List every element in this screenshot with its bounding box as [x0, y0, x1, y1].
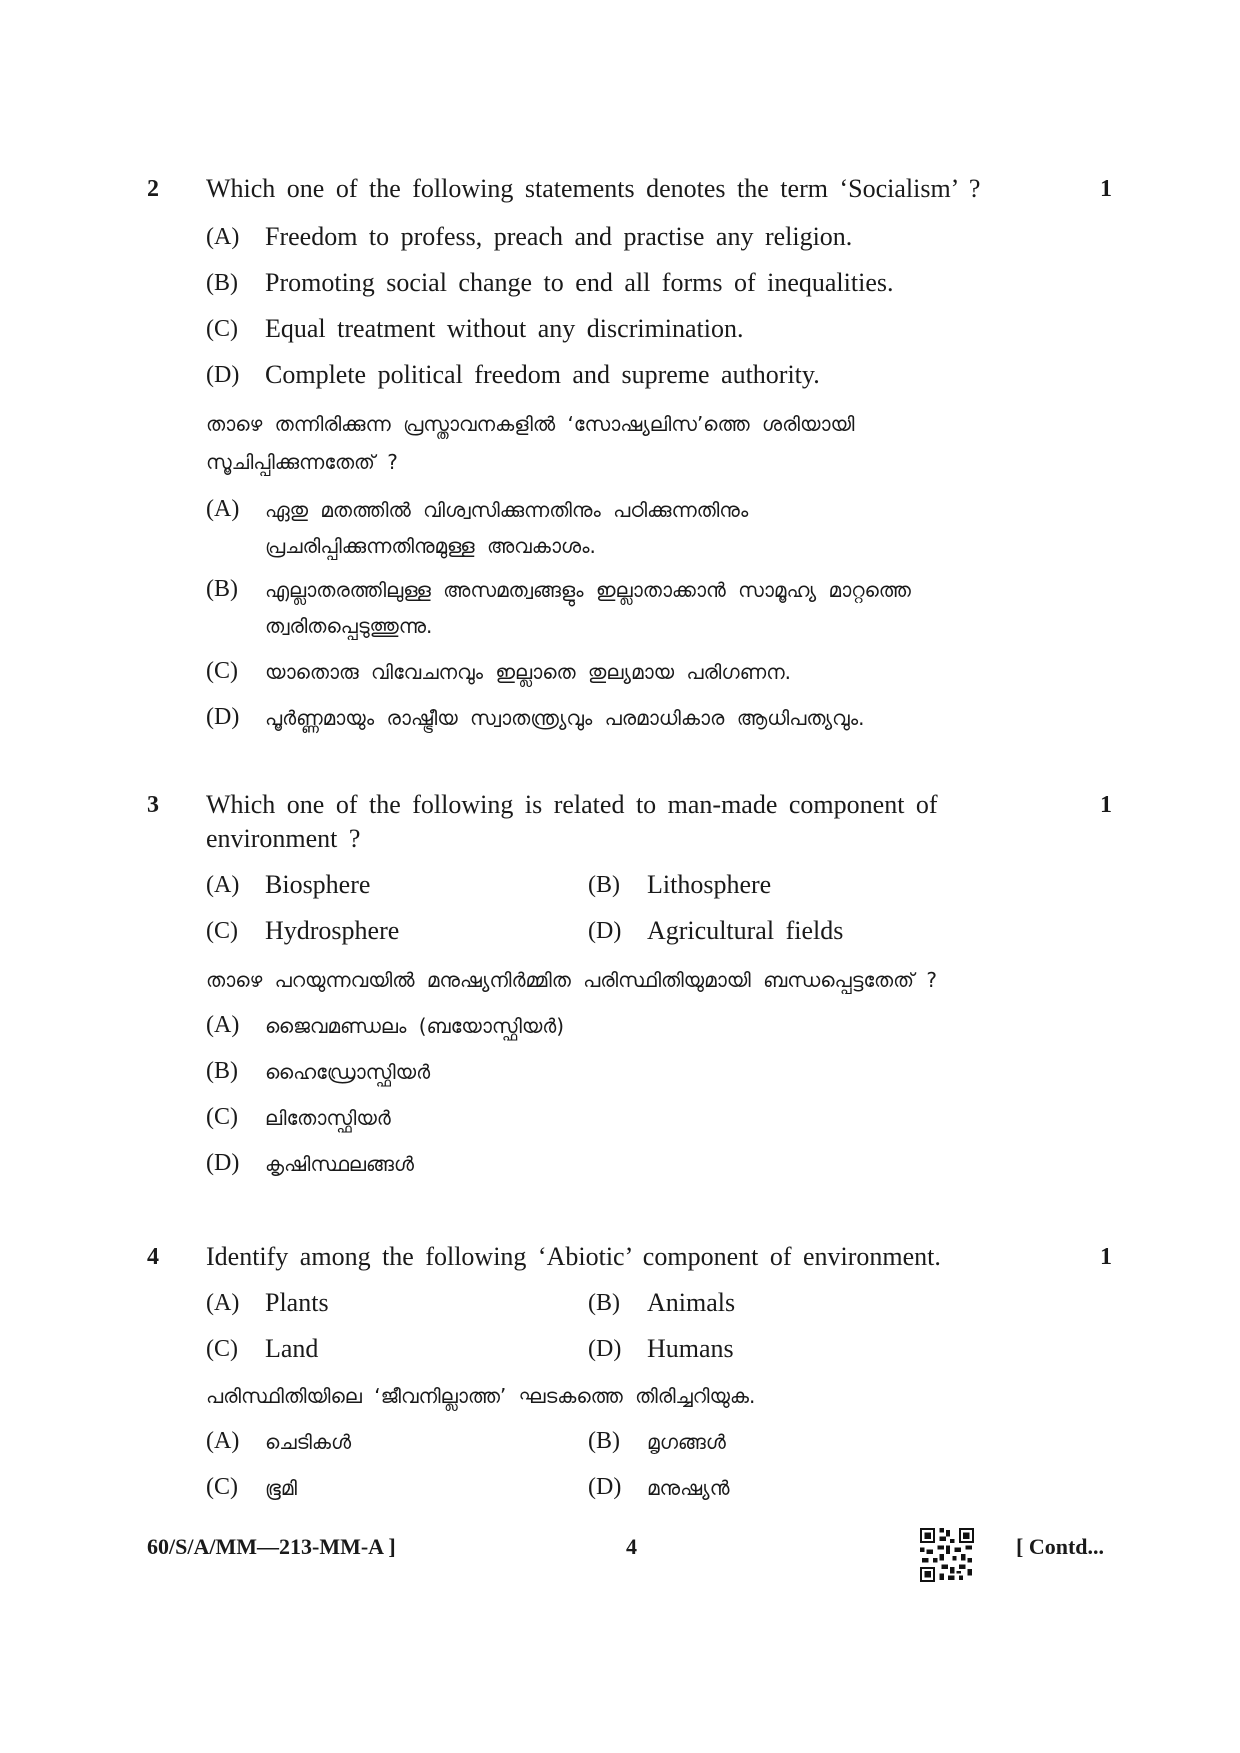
q4-option-b-label: (B) [588, 1290, 620, 1316]
question-3-number: 3 [147, 792, 159, 818]
q4-ml-option-a-text: ചെടികൾ [265, 1430, 352, 1454]
q3-ml-option-d-text: കൃഷിസ്ഥലങ്ങൾ [265, 1152, 414, 1176]
q3-ml-option-a-label: (A) [206, 1012, 240, 1038]
q4-option-c-text: Land [265, 1334, 319, 1363]
question-4-marks: 1 [1100, 1244, 1112, 1270]
q4-option-c-label: (C) [206, 1336, 238, 1362]
q3-option-c-text: Hydrosphere [265, 916, 400, 945]
q2-option-a-text: Freedom to profess, preach and practise any religion. [265, 222, 853, 251]
q2-ml-option-b-label: (B) [206, 576, 238, 602]
q2-ml-question-line2: സൂചിപ്പിക്കുന്നതേത് ? [206, 450, 398, 474]
qr-code-icon [920, 1528, 974, 1582]
q3-option-a-text: Biosphere [265, 870, 371, 899]
q2-option-c-label: (C) [206, 316, 238, 342]
q2-ml-option-c-label: (C) [206, 658, 238, 684]
q3-option-a-label: (A) [206, 872, 240, 898]
question-3-text-line1: Which one of the following is related to man-made component of [206, 790, 938, 819]
q3-ml-option-a-text: ജൈവമണ്ഡലം (ബയോസ്ഫിയർ) [265, 1014, 565, 1038]
q2-option-b-label: (B) [206, 270, 238, 296]
page-number: 4 [626, 1534, 637, 1559]
q4-ml-option-d-text: മനുഷ്യൻ [647, 1476, 730, 1500]
q2-ml-question-line1: താഴെ തന്നിരിക്കുന്ന പ്രസ്താവനകളിൽ ‘സോഷ്യലിസ’ത്തെ ശരിയായി [206, 412, 855, 436]
paper-code: 60/S/A/MM—213-MM-A ] [147, 1534, 396, 1559]
q3-option-d-label: (D) [588, 918, 622, 944]
q2-ml-option-a-line1: ഏതു മതത്തിൽ വിശ്വസിക്കുന്നതിനും പഠിക്കുന്നതിനും [265, 498, 749, 522]
q3-option-c-label: (C) [206, 918, 238, 944]
q3-ml-option-c-text: ലിതോസ്ഫിയർ [265, 1106, 391, 1130]
contd-label: [ Contd... [1016, 1534, 1105, 1559]
question-2-text: Which one of the following statements denotes the term ‘Socialism’ ? [206, 174, 981, 203]
q2-option-b-text: Promoting social change to end all forms of inequalities. [265, 268, 894, 297]
q4-ml-option-a-label: (A) [206, 1428, 240, 1454]
q4-option-a-label: (A) [206, 1290, 240, 1316]
q2-option-d-text: Complete political freedom and supreme authority. [265, 360, 820, 389]
question-4-number: 4 [147, 1244, 159, 1270]
question-2-marks: 1 [1100, 176, 1112, 202]
q2-ml-option-d-label: (D) [206, 704, 240, 730]
q4-ml-option-c-text: ഭൂമി [265, 1476, 297, 1500]
q2-option-a-label: (A) [206, 224, 240, 250]
q3-ml-question: താഴെ പറയുന്നവയിൽ മനുഷ്യനിർമ്മിത പരിസ്ഥിതിയുമായി ബന്ധപ്പെട്ടതേത് ? [206, 968, 937, 992]
q2-ml-option-c-text: യാതൊരു വിവേചനവും ഇല്ലാതെ തുല്യമായ പരിഗണന. [265, 660, 792, 684]
question-2-number: 2 [147, 176, 159, 202]
q4-option-d-label: (D) [588, 1336, 622, 1362]
q2-ml-option-a-label: (A) [206, 496, 240, 522]
q4-ml-option-b-label: (B) [588, 1428, 620, 1454]
q3-option-b-label: (B) [588, 872, 620, 898]
q3-ml-option-b-label: (B) [206, 1058, 238, 1084]
q2-option-c-text: Equal treatment without any discrimination. [265, 314, 744, 343]
q2-ml-option-b-line2: ത്വരിതപ്പെടുത്തുന്നു. [265, 614, 433, 638]
q2-option-d-label: (D) [206, 362, 240, 388]
question-3-marks: 1 [1100, 792, 1112, 818]
q3-ml-option-c-label: (C) [206, 1104, 238, 1130]
q4-ml-option-b-text: മൃഗങ്ങൾ [647, 1430, 726, 1454]
q4-ml-question: പരിസ്ഥിതിയിലെ ‘ജീവനില്ലാത്ത’ ഘടകത്തെ തിരിച്ചറിയുക. [206, 1384, 756, 1408]
q4-option-a-text: Plants [265, 1288, 329, 1317]
q2-ml-option-a-line2: പ്രചരിപ്പിക്കുന്നതിനുമുള്ള അവകാശം. [265, 534, 596, 558]
q4-ml-option-c-label: (C) [206, 1474, 238, 1500]
q3-ml-option-b-text: ഹൈഡ്രോസ്ഫിയർ [265, 1060, 431, 1084]
q4-option-b-text: Animals [647, 1288, 736, 1317]
q3-option-b-text: Lithosphere [647, 870, 772, 899]
question-3-text-line2: environment ? [206, 824, 361, 853]
q4-ml-option-d-label: (D) [588, 1474, 622, 1500]
q2-ml-option-b-line1: എല്ലാതരത്തിലുള്ള അസമത്വങ്ങളും ഇല്ലാതാക്കാൻ സാമൂഹ്യ മാറ്റത്തെ [265, 578, 911, 602]
question-4-text: Identify among the following ‘Abiotic’ component of environment. [206, 1242, 941, 1271]
q3-option-d-text: Agricultural fields [647, 916, 844, 945]
q4-option-d-text: Humans [647, 1334, 734, 1363]
q2-ml-option-d-text: പൂർണ്ണമായും രാഷ്ട്രീയ സ്വാതന്ത്ര്യവും പരമാധികാര ആധിപത്യവും. [265, 706, 865, 730]
q3-ml-option-d-label: (D) [206, 1150, 240, 1176]
